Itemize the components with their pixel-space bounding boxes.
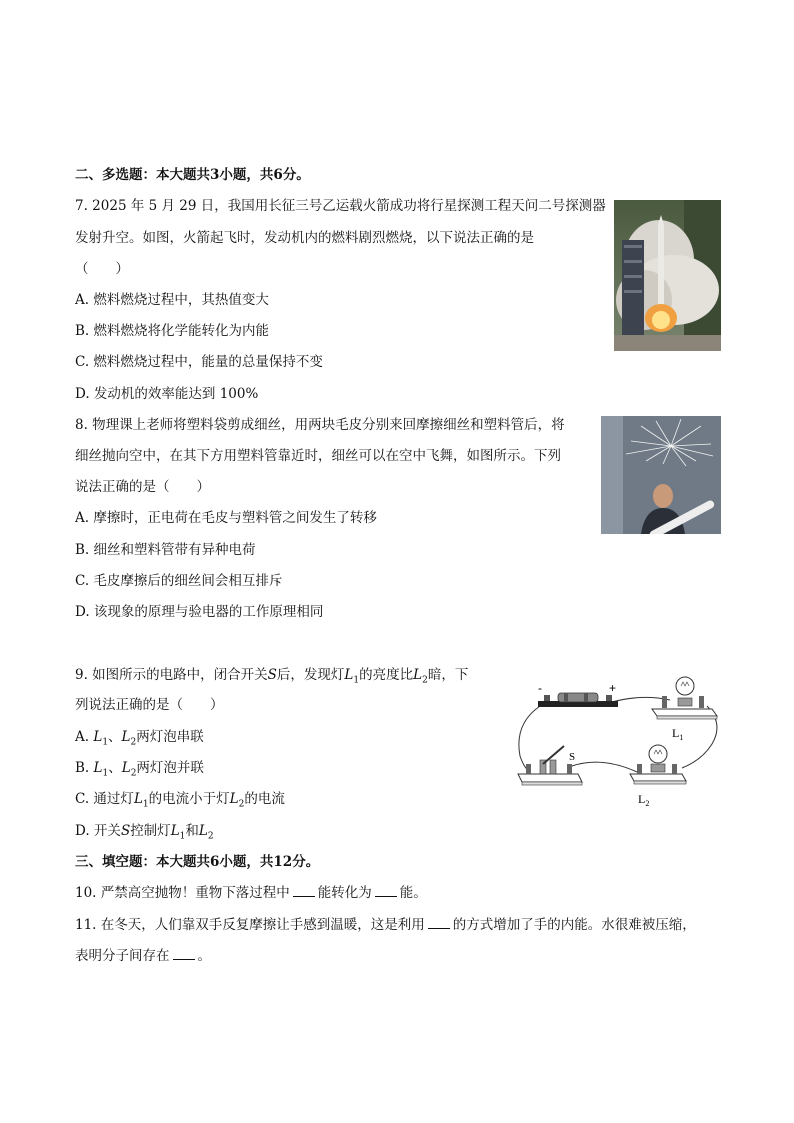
lamp-2-label: $L_2$ [638, 792, 650, 808]
static-electricity-photo [601, 416, 721, 534]
q8-line-1: 8. 物理课上老师将塑料袋剪成细丝，用两块毛皮分别来回摩擦细丝和塑料管后，将 [75, 417, 565, 433]
answer-blank[interactable] [173, 947, 195, 960]
answer-blank[interactable] [375, 884, 397, 897]
q11-line-2: 表明分子间存在 。 [75, 948, 211, 964]
q8-option-d: D. 该现象的原理与验电器的工作原理相同 [75, 604, 324, 620]
q7-line-2: 发射升空。如图，火箭起飞时，发动机内的燃料剧烈燃烧，以下说法正确的是 [75, 230, 534, 246]
q9-option-b: B. $L_1$、$L_2$两灯泡并联 [75, 760, 204, 779]
q9-line-2: 列说法正确的是（ ） [75, 697, 224, 713]
q8-option-a: A. 摩擦时，正电荷在毛皮与塑料管之间发生了转移 [75, 510, 377, 526]
answer-blank[interactable] [293, 884, 315, 897]
battery-plus-label: + [609, 681, 617, 695]
q7-option-a: A. 燃料燃烧过程中，其热值变大 [75, 292, 269, 308]
q8-line-3: 说法正确的是（ ） [75, 479, 210, 495]
q9-option-d: D. 开关S控制灯$L_1$和$L_2$ [75, 823, 214, 842]
q9-option-c: C. 通过灯$L_1$的电流小于灯$L_2$的电流 [75, 791, 285, 810]
circuit-diagram [512, 664, 722, 812]
lamp-1-board [652, 709, 717, 716]
q7-line-1: 7. 2025 年 5 月 29 日，我国用长征三号乙运载火箭成功将行星探测工程天问二号探测器 [75, 198, 606, 214]
q8-line-2: 细丝抛向空中，在其下方用塑料管靠近时，细丝可以在空中飞舞，如图所示。下列 [75, 448, 561, 464]
q7-option-c: C. 燃料燃烧过程中，能量的总量保持不变 [75, 354, 323, 370]
q7-paren: （ ） [75, 261, 129, 277]
q10-line: 10. 严禁高空抛物！重物下落过程中 能转化为 能。 [75, 885, 427, 901]
rocket-launch-photo [614, 200, 721, 351]
q7-option-b: B. 燃料燃烧将化学能转化为内能 [75, 323, 270, 339]
switch-label: S [569, 751, 576, 763]
q8-option-c: C. 毛皮摩擦后的细丝间会相互排斥 [75, 573, 283, 589]
battery-minus-label: - [538, 681, 542, 695]
switch-board [518, 774, 582, 782]
q7-option-d: D. 发动机的效率能达到 100% [75, 386, 259, 402]
q9-line-1: 9. 如图所示的电路中，闭合开关S后，发现灯$L_1$的亮度比$L_2$暗，下 [75, 667, 469, 686]
q8-option-b: B. 细丝和塑料管带有异种电荷 [75, 542, 256, 558]
section-3-header: 三、填空题：本大题共6小题，共12分。 [75, 854, 320, 870]
lamp-1-label: $L_1$ [672, 726, 684, 742]
q11-line-1: 11. 在冬天，人们靠双手反复摩擦让手感到温暖，这是利用 的方式增加了手的内能。水很难被压缩， [75, 917, 696, 933]
q9-option-a: A. $L_1$、$L_2$两灯泡串联 [75, 729, 204, 748]
section-2-header: 二、多选题：本大题共3小题，共6分。 [75, 167, 310, 183]
answer-blank[interactable] [428, 916, 450, 929]
lamp-2-board [630, 774, 686, 781]
